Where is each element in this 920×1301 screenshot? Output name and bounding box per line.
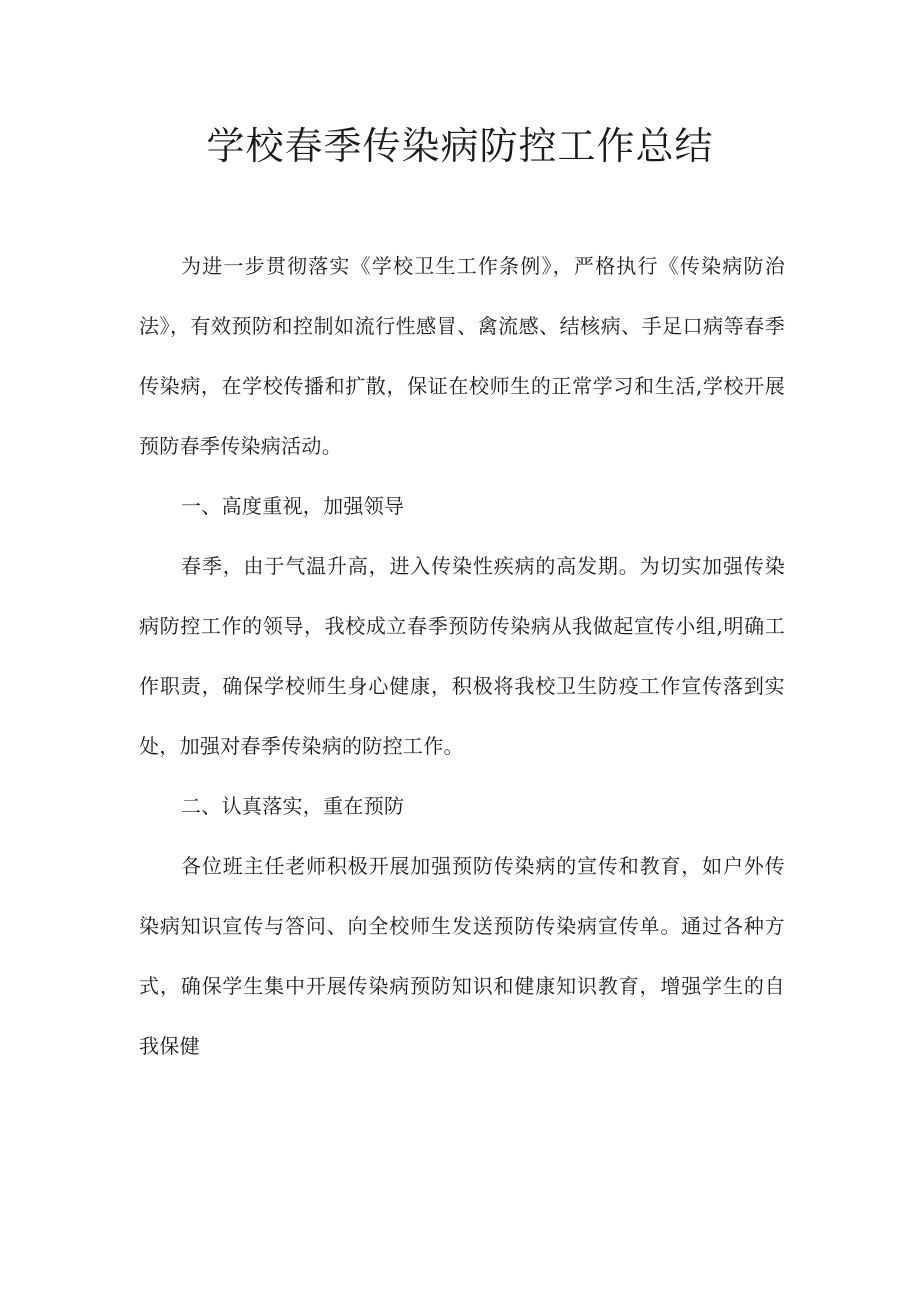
paragraph-intro: 为进一步贯彻落实《学校卫生工作条例》，严格执行《传染病防治法》，有效预防和控制如流行性感冒、禽流感、结核病、手足口病等春季传染病，在学校传播和扩散，保证在校师生的正常学习和生活,学校开展预防春季传染病活动。 [139, 254, 785, 458]
section-heading-2: 二、认真落实，重在预防 [181, 794, 405, 818]
paragraph-section-2: 各位班主任老师积极开展加强预防传染病的宣传和教育，如户外传染病知识宣传与答问、向全校师生发送预防传染病宣传单。通过各种方式，确保学生集中开展传染病预防知识和健康知识教育，增强学生的自我保健 [139, 854, 785, 1058]
document-title: 学校春季传染病防控工作总结 [206, 124, 714, 168]
paragraph-section-1: 春季，由于气温升高，进入传染性疾病的高发期。为切实加强传染病防控工作的领导，我校成立春季预防传染病从我做起宣传小组,明确工作职责，确保学校师生身心健康，积极将我校卫生防疫工作宣传落到实处，加强对春季传染病的防控工作。 [139, 554, 785, 758]
section-heading-1: 一、高度重视，加强领导 [181, 494, 405, 518]
document-body [139, 236, 785, 1076]
